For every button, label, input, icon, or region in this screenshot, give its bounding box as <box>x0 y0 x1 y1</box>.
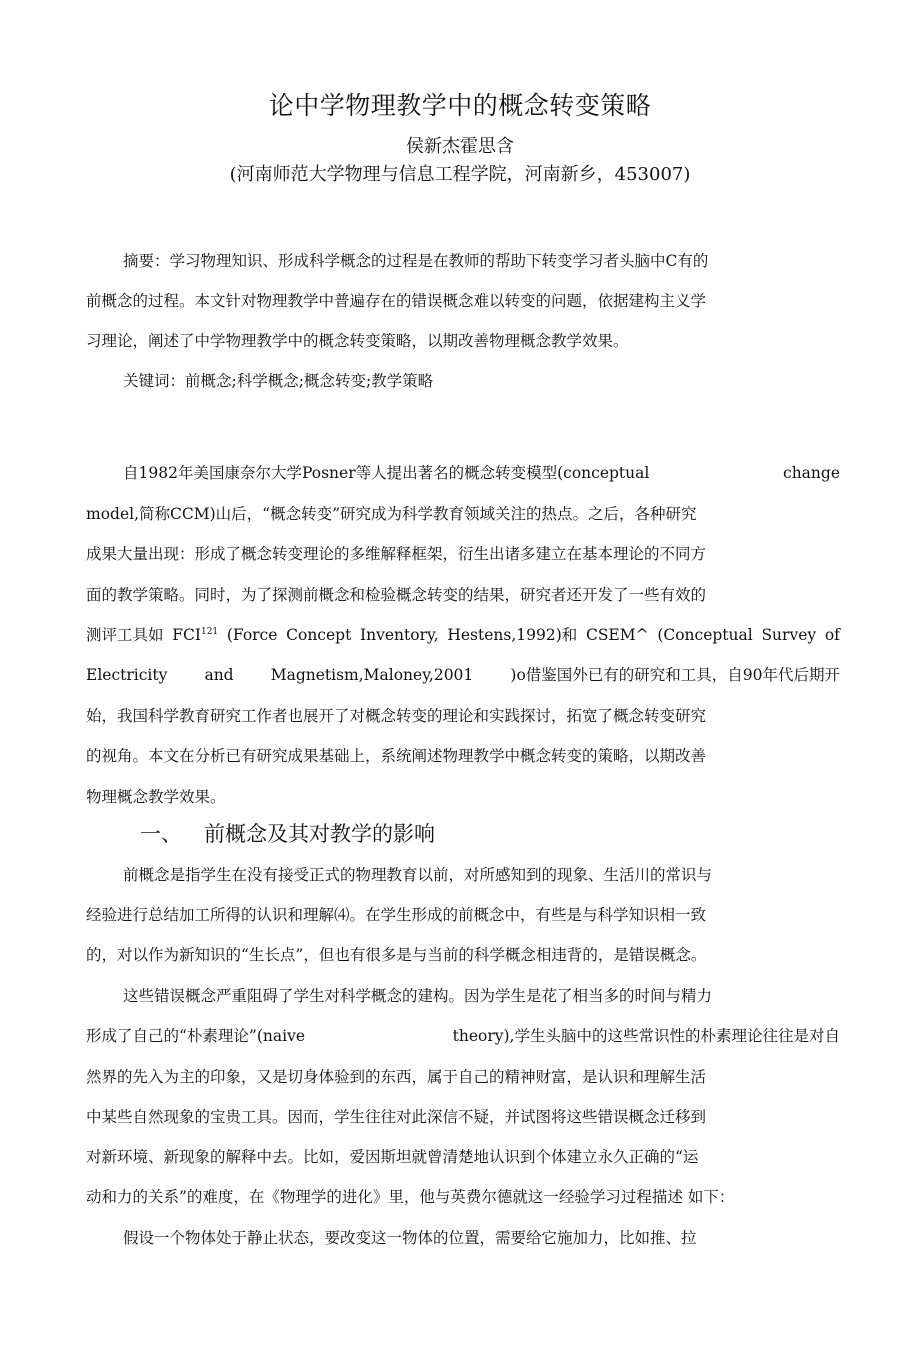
intro-line-2: model,简称CCM)山后，“概念转变”研究成为科学教育领域关注的热点。之后，各种研究 <box>86 505 697 523</box>
intro-line-5-word: CSEM^ <box>585 626 649 644</box>
para2-line-2 <box>86 1027 840 1046</box>
intro-line-6-word: Electricity <box>86 666 168 684</box>
section-number: 一、 <box>140 822 182 846</box>
intro-line-7: 始，我国科学教育研究工作者也展开了对概念转变的理论和实践探讨，拓宽了概念转变研究 <box>86 707 707 725</box>
para2-line-1: 这些错误概念严重阻碍了学生对科学概念的建构。因为学生是花了相当多的时间与精力 <box>123 987 713 1005</box>
para2-line-6: 动和力的关系”的难度，在《物理学的进化》里，他与英费尔德就这一经验学习过程描述 如下： <box>86 1188 735 1206</box>
para2-line-5: 对新环境、新现象的解释中去。比如，爱因斯坦就曾清楚地认识到个体建立永久正确的“运 <box>86 1148 699 1166</box>
intro-line-5-word: Inventory, <box>360 626 439 644</box>
intro-line-9: 物理概念教学效果。 <box>86 788 226 806</box>
intro-line-8: 的视角。本文在分析已有研究成果基础上，系统阐述物理教学中概念转变的策略，以期改善 <box>86 747 707 765</box>
intro-line-5-word: (Force <box>226 626 278 644</box>
authors: 侯新杰霍思含 <box>406 136 514 157</box>
keywords: 关键词：前概念;科学概念;概念转变;教学策略 <box>123 372 434 390</box>
section-heading <box>140 818 435 848</box>
intro-line-6 <box>86 666 840 685</box>
para2-line-4: 中某些自然现象的宝贵工具。因而，学生往往对此深信不疑，并试图将这些错误概念迁移到 <box>86 1108 707 1126</box>
intro-line-5-word: of <box>824 626 840 644</box>
para1-line-1: 前概念是指学生在没有接受正式的物理教育以前，对所感知到的现象、生活川的常识与 <box>123 866 713 884</box>
intro-line-1-b: change <box>783 464 840 482</box>
para1-line-2: 经验进行总结加工所得的认识和理解⑷。在学生形成的前概念中，有些是与科学知识相一致 <box>86 906 707 924</box>
fci-text: FCI <box>172 626 201 644</box>
intro-line-5-word: (Conceptual <box>657 626 753 644</box>
section-title: 前概念及其对教学的影响 <box>204 822 435 846</box>
paper-title: 论中学物理教学中的概念转变策略 <box>268 91 652 120</box>
para2-line-2-b: theory),学生头脑中的这些常识性的朴素理论往往是对自 <box>452 1027 840 1045</box>
intro-line-6-word: )o借鉴国外已有的研究和工具，自90年代后期开 <box>510 666 840 684</box>
intro-line-6-word: Magnetism,Maloney,2001 <box>270 666 474 684</box>
intro-line-6-word: and <box>204 666 234 684</box>
para1-line-3: 的，对以作为新知识的“生长点”，但也有很多是与当前的科学概念相违背的，是错误概念。 <box>86 946 707 964</box>
intro-line-5-word: Survey <box>761 626 817 644</box>
intro-line-1 <box>123 464 840 483</box>
citation-sup: 121 <box>200 626 219 637</box>
affiliation: (河南师范大学物理与信息工程学院，河南新乡，453007) <box>229 164 691 185</box>
intro-line-5-word: Concept <box>286 626 352 644</box>
intro-line-5 <box>86 626 840 645</box>
intro-line-5-word <box>172 626 218 645</box>
abstract-line-2: 前概念的过程。本文针对物理教学中普遍存在的错误概念难以转变的问题，依据建构主义学 <box>86 292 707 310</box>
intro-line-5-word: Hestens,1992)和 <box>447 626 578 644</box>
intro-line-5-word: 测评工具如 <box>86 626 164 644</box>
abstract-line-3: 习理论，阐述了中学物理教学中的概念转变策略，以期改善物理概念教学效果。 <box>86 332 629 350</box>
para3-line-1: 假设一个物体处于静止状态，要改变这一物体的位置，需要给它施加力，比如推、拉 <box>123 1229 697 1247</box>
para2-line-3: 然界的先入为主的印象，又是切身体验到的东西，属于自己的精神财富，是认识和理解生活 <box>86 1068 707 1086</box>
intro-line-1-a: 自1982年美国康奈尔大学Posner等人提出著名的概念转变模型(conceptual <box>123 464 650 482</box>
intro-line-4: 面的教学策略。同时，为了探测前概念和检验概念转变的结果，研究者还开发了一些有效的 <box>86 586 707 604</box>
para2-line-2-a: 形成了自己的“朴素理论”(naive <box>86 1027 306 1045</box>
abstract-line-1: 摘要：学习物理知识、形成科学概念的过程是在教师的帮助下转变学习者头脑中C有的 <box>123 252 709 270</box>
intro-line-3: 成果大量出现：形成了概念转变理论的多维解释框架，衍生出诸多建立在基本理论的不同方 <box>86 545 707 563</box>
